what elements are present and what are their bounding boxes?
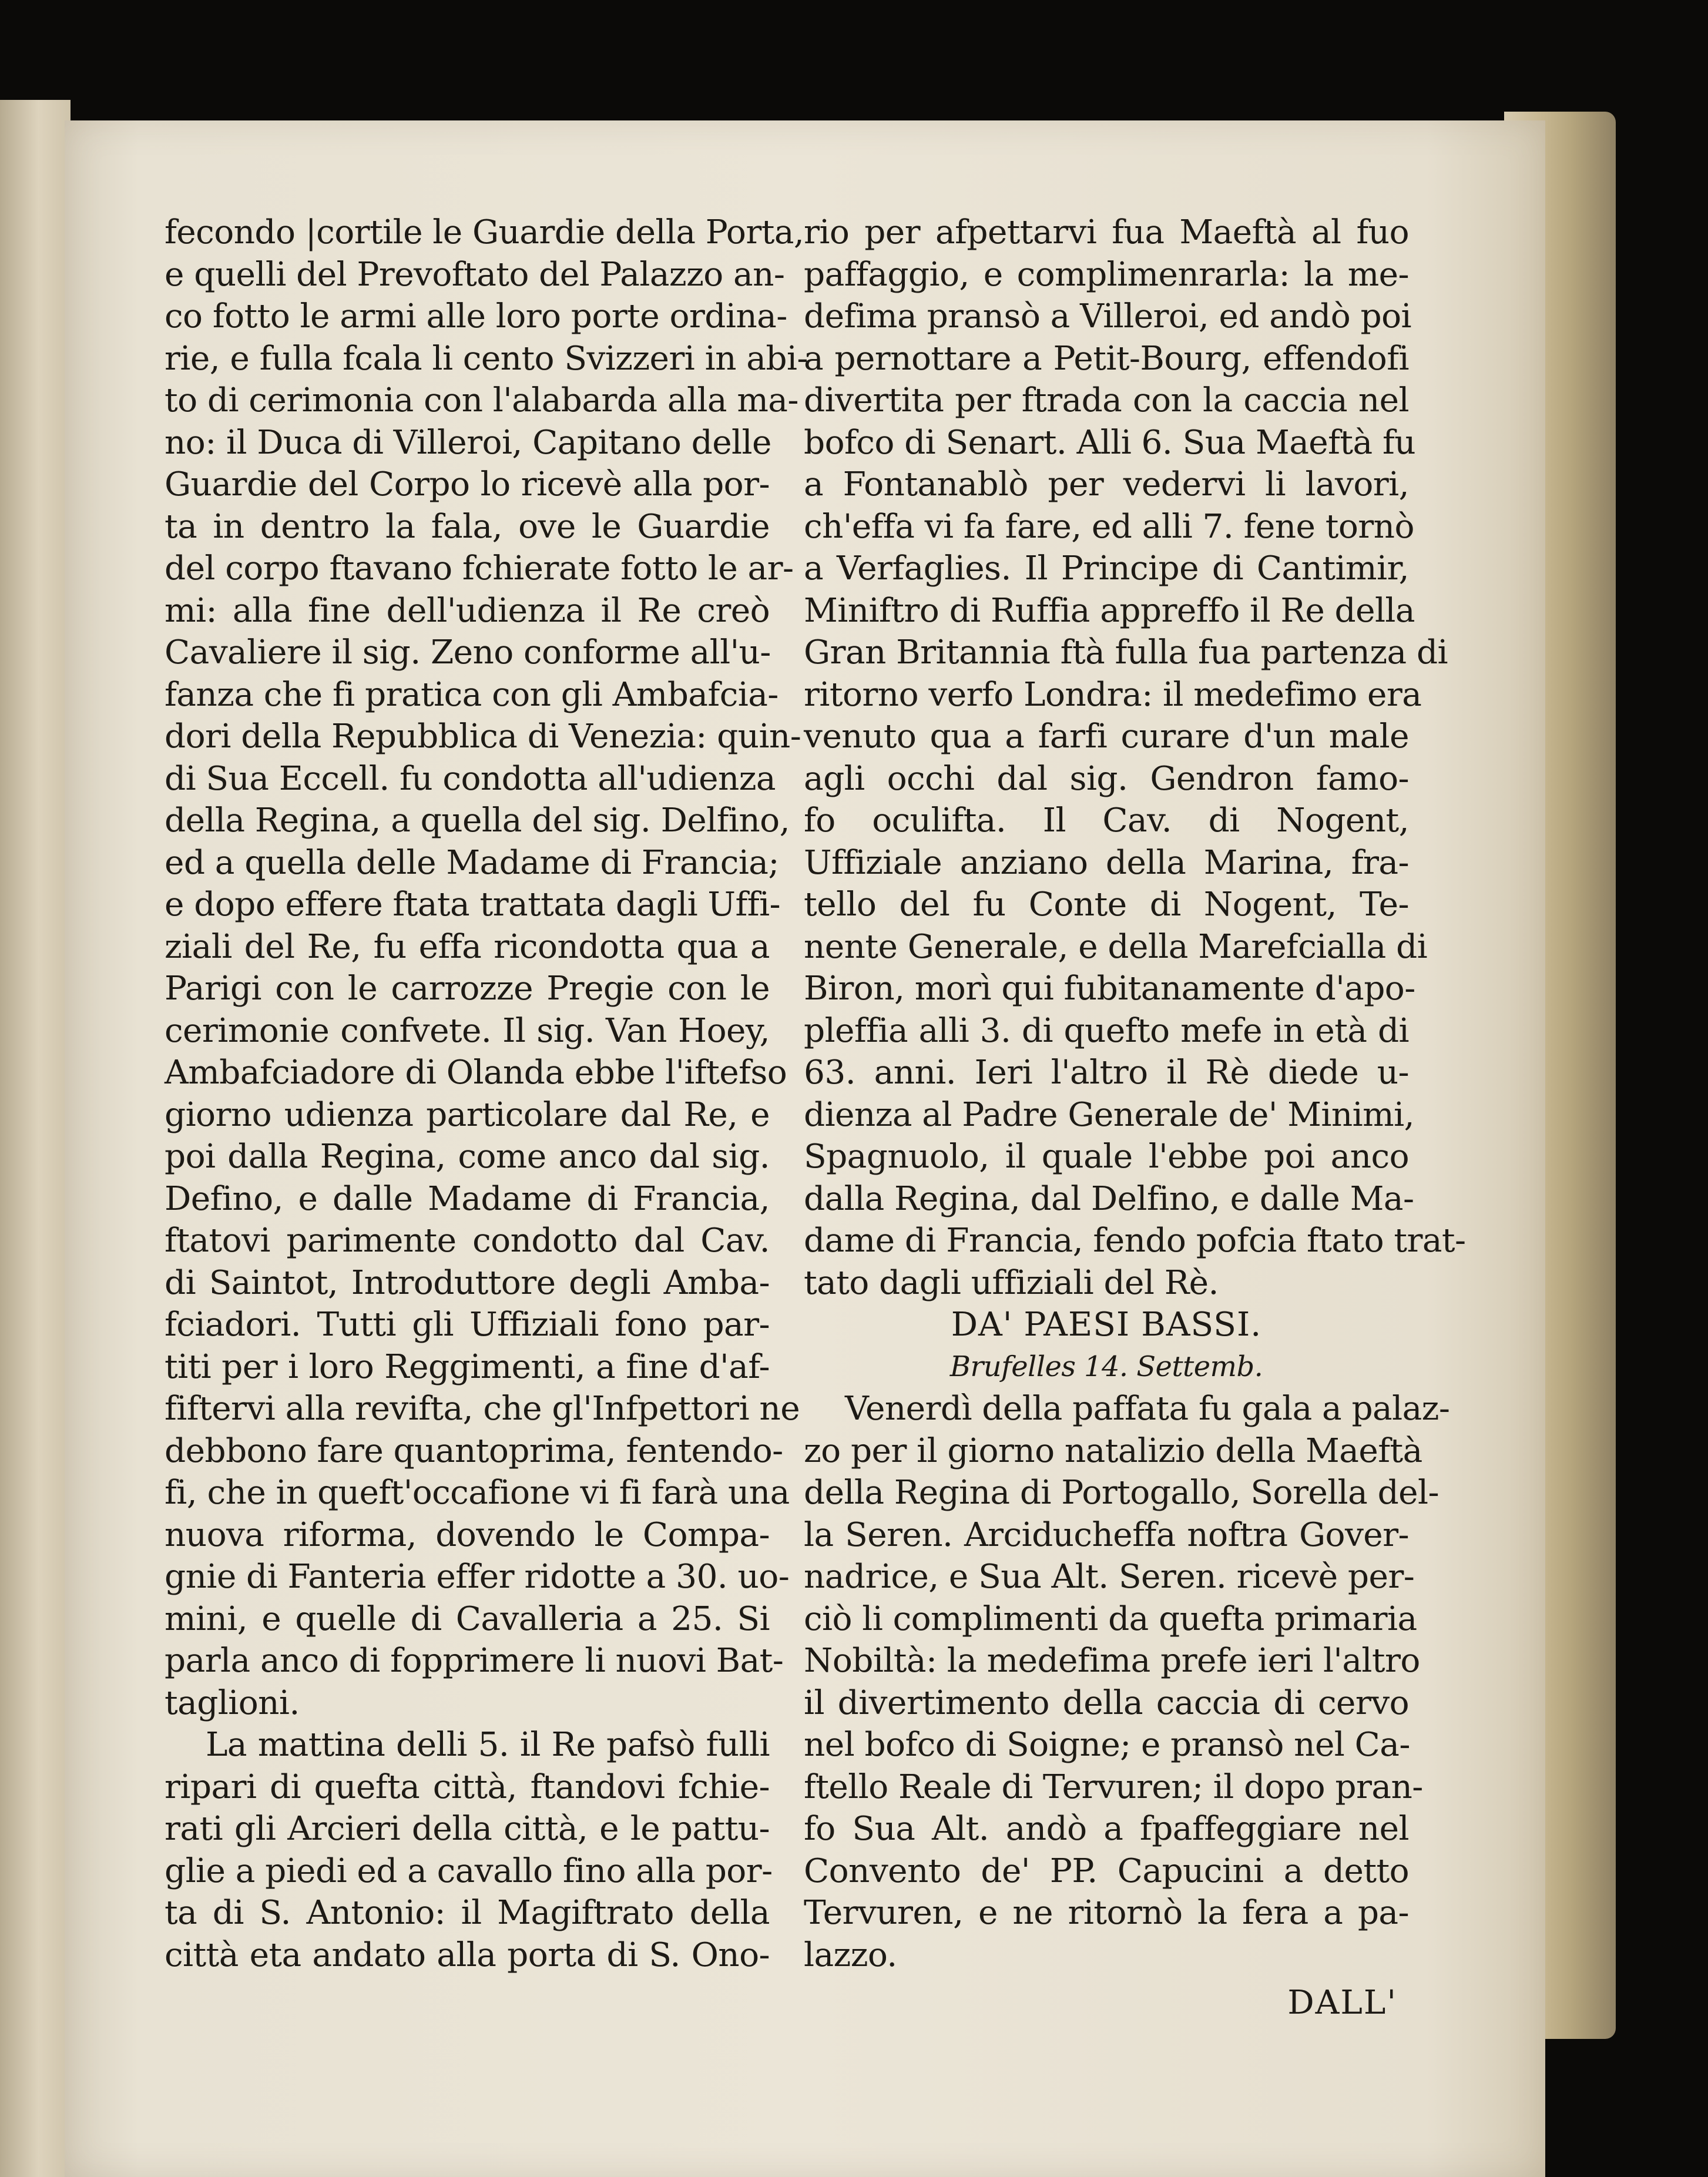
text-line: 63. anni. Ieri l'altro il Rè diede u- (804, 1054, 1409, 1092)
section-heading: DA' PAESI BASSI. (951, 1306, 1262, 1344)
text-line: Gran Britannia ftà fulla fua partenza di (804, 633, 1448, 672)
text-line: ch'effa vi fa fare, ed alli 7. fene tornò (804, 507, 1414, 546)
text-line: della Regina di Portogallo, Sorella del- (804, 1474, 1439, 1512)
text-line: no: il Duca di Villeroi, Capitano delle (165, 423, 771, 462)
text-line: glie a piedi ed a cavallo fino alla por- (165, 1851, 773, 1890)
text-line: di Saintot, Introduttore degli Amba- (165, 1263, 770, 1302)
text-line: rati gli Arcieri della città, e le pattu- (165, 1810, 770, 1848)
text-line: divertita per ftrada con la caccia nel (804, 381, 1409, 420)
text-line: di Sua Eccell. fu condotta all'udienza (165, 759, 776, 798)
text-line: Venerdì della paffata fu gala a palaz- (845, 1390, 1450, 1428)
text-line: paffaggio, e complimenrarla: la me- (804, 255, 1409, 294)
text-line: co fotto le armi alle loro porte ordina- (165, 297, 787, 336)
book-page (65, 120, 1545, 2177)
text-line: e dopo effere ftata trattata dagli Uffi- (165, 885, 781, 924)
text-line: Defino, e dalle Madame di Francia, (165, 1179, 770, 1218)
catchword: DALL' (1287, 1984, 1397, 2022)
text-line: ziali del Re, fu effa ricondotta qua a (165, 927, 770, 966)
text-line: nel bofco di Soigne; e pransò nel Ca- (804, 1726, 1410, 1764)
text-line: dame di Francia, fendo pofcia ftato trat- (804, 1222, 1466, 1260)
text-line: del corpo ftavano fchierate fotto le ar- (165, 549, 794, 588)
text-line: fanza che fi pratica con gli Ambafcia- (165, 675, 779, 714)
text-line: e quelli del Prevoftato del Palazzo an- (165, 255, 785, 294)
text-line: Tervuren, e ne ritornò la fera a pa- (804, 1894, 1409, 1932)
right-text-column (804, 212, 1466, 2024)
text-line: Parigi con le carrozze Pregie con le (165, 970, 770, 1008)
text-line: ciò li complimenti da quefta primaria (804, 1599, 1417, 1638)
left-text-column (165, 212, 808, 1976)
text-line: mi: alla fine dell'udienza il Re creò (165, 591, 770, 630)
text-line: pleffia alli 3. di quefto mefe in età di (804, 1011, 1409, 1050)
text-line: ta in dentro la fala, ove le Guardie (165, 507, 770, 546)
text-line: Guardie del Corpo lo ricevè alla por- (165, 465, 770, 504)
text-line: ftatovi parimente condotto dal Cav. (165, 1222, 770, 1260)
text-line: a Verfaglies. Il Principe di Cantimir, (804, 549, 1409, 588)
text-line: Nobiltà: la medefima prefe ieri l'altro (804, 1642, 1420, 1680)
text-line: la Seren. Arciducheffa noftra Gover- (804, 1515, 1409, 1554)
text-line: a pernottare a Petit-Bourg, effendofi (804, 339, 1409, 378)
text-line: della Regina, a quella del sig. Delfino, (165, 801, 790, 840)
text-line: Convento de' PP. Capucini a detto (804, 1851, 1409, 1890)
text-line: ftello Reale di Tervuren; il dopo pran- (804, 1767, 1423, 1806)
text-line: fiftervi alla revifta, che gl'Infpettori ne (165, 1390, 800, 1428)
text-line: il divertimento della caccia di cervo (804, 1683, 1409, 1722)
text-line: lazzo. (804, 1936, 897, 1974)
text-line: ripari di quefta città, ftandovi fchie- (165, 1767, 770, 1806)
text-line: Cavaliere il sig. Zeno conforme all'u- (165, 633, 771, 672)
text-line: Miniftro di Ruffia appreffo il Re della (804, 591, 1415, 630)
text-line: gnie di Fanteria effer ridotte a 30. uo- (165, 1558, 790, 1596)
text-line: to di cerimonia con l'alabarda alla ma- (165, 381, 798, 420)
text-line: agli occhi dal sig. Gendron famo- (804, 759, 1409, 798)
text-line: a Fontanablò per vedervi li lavori, (804, 465, 1409, 504)
text-line: dori della Repubblica di Venezia: quin- (165, 717, 801, 756)
text-line: Uffiziale anziano della Marina, fra- (804, 843, 1409, 882)
text-line: giorno udienza particolare dal Re, e (165, 1095, 770, 1134)
text-line: ed a quella delle Madame di Francia; (165, 843, 779, 882)
text-line: taglioni. (165, 1683, 300, 1722)
text-line: dienza al Padre Generale de' Minimi, (804, 1095, 1414, 1134)
text-line: Ambafciadore di Olanda ebbe l'iftefso (165, 1054, 787, 1092)
text-line: dalla Regina, dal Delfino, e dalle Ma- (804, 1179, 1414, 1218)
text-line: Biron, morì qui fubitanamente d'apo- (804, 970, 1415, 1008)
text-line: fi, che in queft'occafione vi fi farà una (165, 1474, 790, 1512)
text-line: tello del fu Conte di Nogent, Te- (804, 885, 1409, 924)
text-line: debbono fare quantoprima, fentendo- (165, 1431, 783, 1470)
text-line: venuto qua a farfi curare d'un male (804, 717, 1409, 756)
text-line: mini, e quelle di Cavalleria a 25. Si (165, 1599, 770, 1638)
text-line: città eta andato alla porta di S. Ono- (165, 1936, 770, 1974)
text-line: ta di S. Antonio: il Magiftrato della (165, 1894, 770, 1932)
text-line: nente Generale, e della Marefcialla di (804, 927, 1428, 966)
dateline: Brufelles 14. Settemb. (949, 1350, 1263, 1383)
text-line: Spagnuolo, il quale l'ebbe poi anco (804, 1138, 1409, 1176)
text-line: parla anco di fopprimere li nuovi Bat- (165, 1642, 784, 1680)
text-line: titi per i loro Reggimenti, a fine d'af- (165, 1347, 770, 1386)
text-line: defima pransò a Villeroi, ed andò poi (804, 297, 1411, 336)
text-line: rie, e fulla fcala li cento Svizzeri in abi- (165, 339, 808, 378)
text-line: fciadori. Tutti gli Uffiziali fono par- (165, 1306, 770, 1344)
text-line: fecondo |cortile le Guardie della Porta, (165, 213, 804, 251)
text-line: tato dagli uffiziali del Rè. (804, 1263, 1219, 1302)
text-line: nuova riforma, dovendo le Compa- (165, 1515, 770, 1554)
text-line: nadrice, e Sua Alt. Seren. ricevè per- (804, 1558, 1415, 1596)
text-line: La mattina delli 5. il Re pafsò fulli (206, 1726, 770, 1764)
text-line: fo oculifta. Il Cav. di Nogent, (804, 801, 1409, 840)
text-line: cerimonie confvete. Il sig. Van Hoey, (165, 1011, 770, 1050)
text-line: fo Sua Alt. andò a fpaffeggiare nel (804, 1810, 1409, 1848)
text-line: bofco di Senart. Alli 6. Sua Maeftà fu (804, 423, 1416, 462)
text-line: rio per afpettarvi fua Maeftà al fuo (804, 213, 1409, 251)
text-line: zo per il giorno natalizio della Maeftà (804, 1431, 1422, 1470)
facing-page-edge (0, 100, 71, 2177)
text-line: poi dalla Regina, come anco dal sig. (165, 1138, 770, 1176)
text-line: ritorno verfo Londra: il medefimo era (804, 675, 1422, 714)
